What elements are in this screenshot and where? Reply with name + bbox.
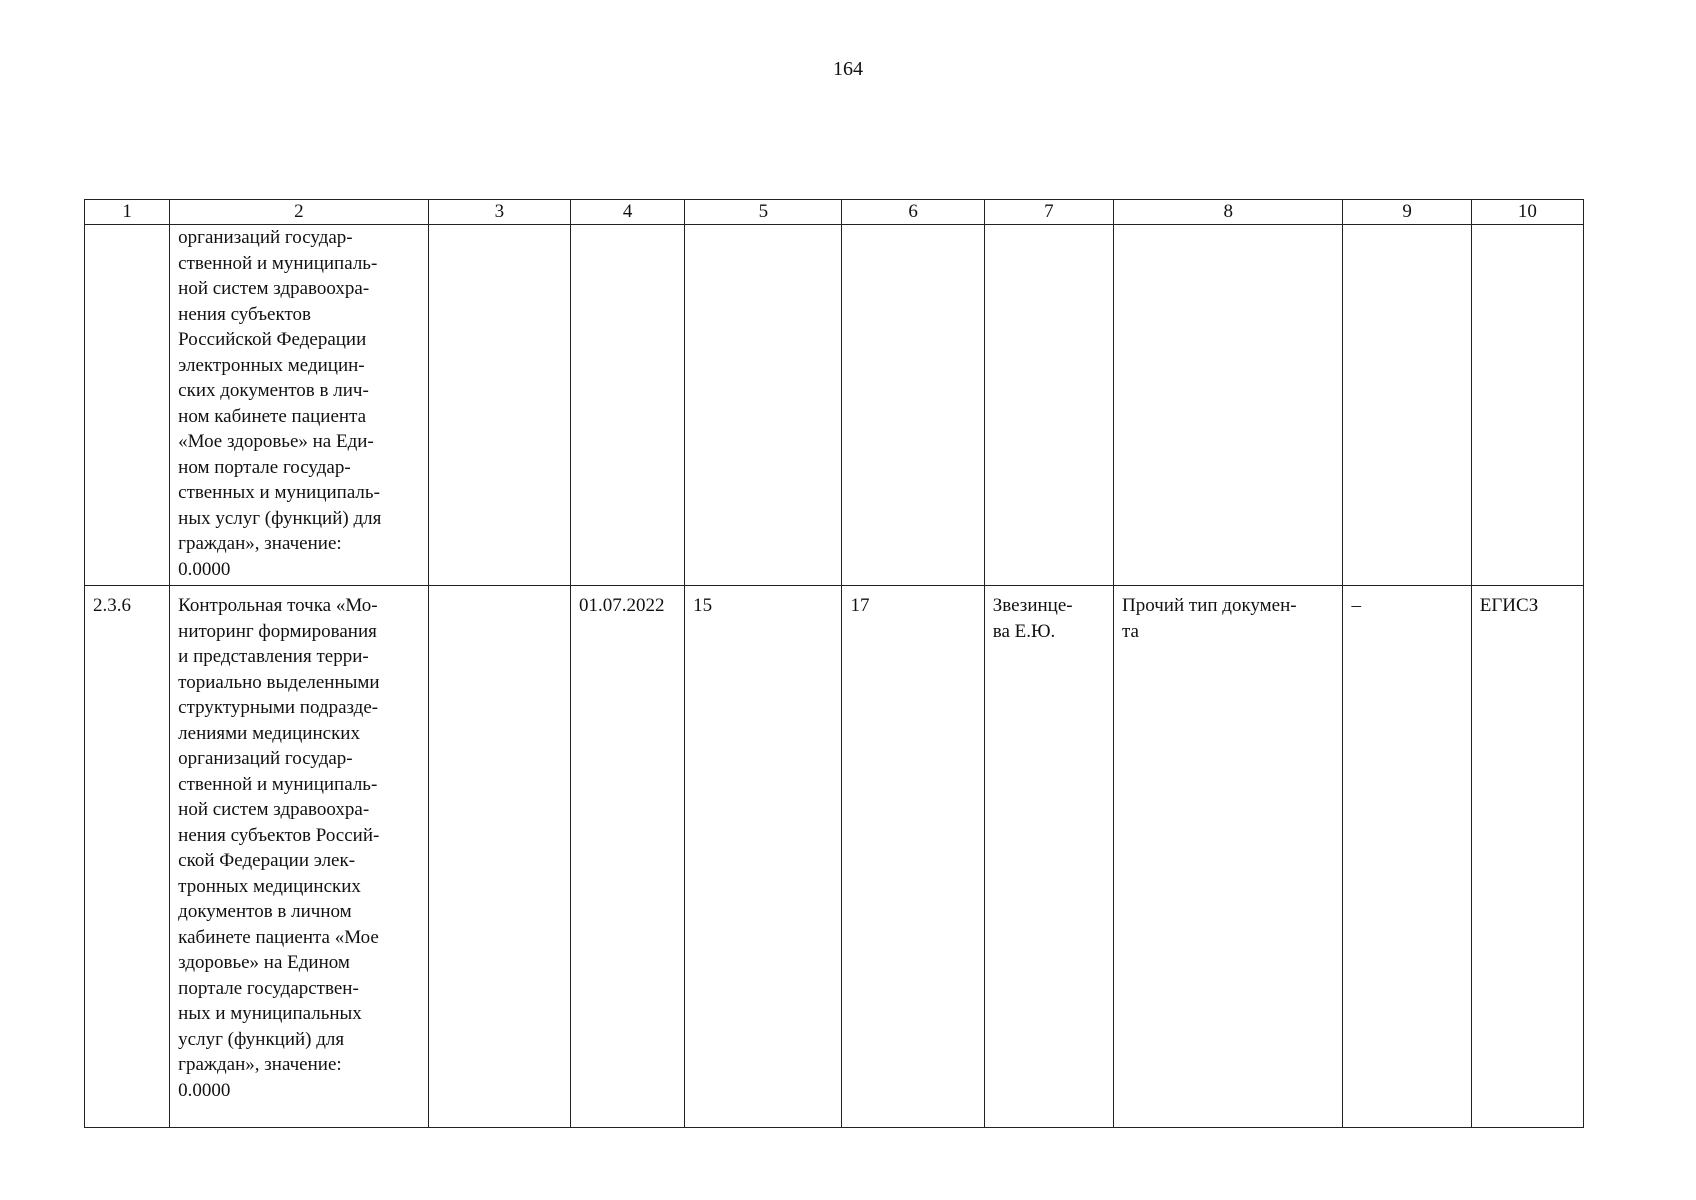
- table-cell: [984, 225, 1113, 586]
- table-cell: [1471, 225, 1583, 586]
- table-cell: [85, 225, 170, 586]
- table-cell: [685, 225, 842, 586]
- column-header-8: 8: [1114, 200, 1343, 225]
- information-system: ЕГИСЗ: [1479, 595, 1539, 616]
- item-description: Контрольная точка «Мо- ниторинг формирования и представления терри- ториально выделенными структурными подразде- лениями медицинских организаций государ- ственной и муниципаль- ной систем здравоохра- нения субъектов Россий- ской Федерации элек- тронных медицинских документов в личном кабинете пациента «Мое здоровье» на Едином портале государствен- ных и муниципальных услуг (функций) для граждан», значение: 0.0000: [178, 595, 380, 1101]
- item-number-cell: [85, 586, 170, 1128]
- column-header-7: 7: [984, 200, 1113, 225]
- table-cell: [1343, 586, 1471, 1128]
- page-number: 164: [833, 58, 863, 80]
- column-header-2: 2: [170, 200, 429, 225]
- responsible-cell: [984, 586, 1113, 1128]
- cell-value: 15: [693, 595, 713, 616]
- table-cell: [842, 225, 984, 586]
- cell-text: [437, 586, 562, 593]
- column-header-10: 10: [1471, 200, 1583, 225]
- table-cell: [570, 225, 684, 586]
- table-row: [85, 586, 1584, 1128]
- table-cell: [1114, 225, 1343, 586]
- table-cell: [685, 586, 842, 1128]
- date-cell: [570, 586, 684, 1128]
- document-type-cell: [1114, 586, 1343, 1128]
- system-cell: [1471, 586, 1583, 1128]
- item-number: 2.3.6: [93, 595, 131, 616]
- column-header-5: 5: [685, 200, 842, 225]
- responsible-person: Звезинце- ва Е.Ю.: [992, 595, 1073, 642]
- column-header-4: 4: [570, 200, 684, 225]
- table-cell: [1343, 225, 1471, 586]
- document-table: [84, 199, 1584, 1128]
- item-description-cell: [170, 586, 429, 1128]
- column-header-6: 6: [842, 200, 984, 225]
- table-cell: [428, 586, 570, 1128]
- column-number-row: [85, 200, 1584, 225]
- column-header-9: 9: [1343, 200, 1471, 225]
- date-value: 01.07.2022: [578, 595, 665, 616]
- cell-text: организаций государ- ственной и муниципаль- ной систем здравоохра- нения субъектов Российской Федерации электронных медицин- ских документов в лич- ном кабинете пациента «Мое здоровье» на Еди- ном портале государ- ственных и муниципаль- ных услуг (функций) для граждан», значение: 0.0000: [178, 227, 382, 580]
- table-row: [85, 225, 1584, 586]
- table-cell: [842, 586, 984, 1128]
- document-type: Прочий тип докумен- та: [1122, 595, 1297, 642]
- table-cell: [428, 225, 570, 586]
- cell-value: –: [1351, 595, 1361, 616]
- cell-value: 17: [850, 595, 870, 616]
- column-header-3: 3: [428, 200, 570, 225]
- column-header-1: 1: [85, 200, 170, 225]
- table-cell: [170, 225, 429, 586]
